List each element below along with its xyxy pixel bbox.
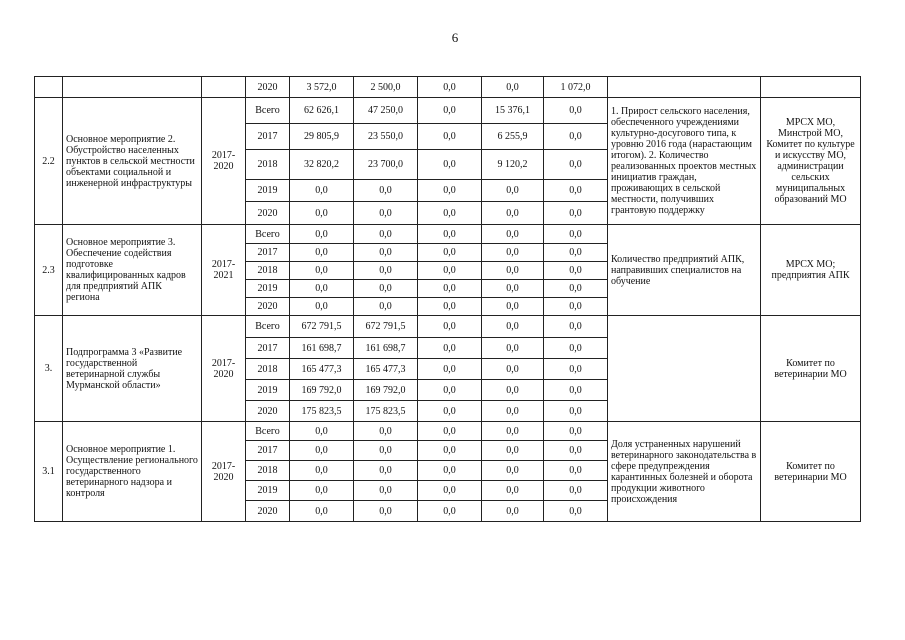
- value-cell: 0,0: [354, 501, 418, 522]
- value-cell: 0,0: [354, 244, 418, 262]
- value-cell: 0,0: [354, 202, 418, 225]
- value-cell: 0,0: [354, 225, 418, 244]
- value-cell: 0,0: [354, 298, 418, 316]
- value-cell: 175 823,5: [290, 401, 354, 422]
- year-cell: 2017: [246, 124, 290, 150]
- value-cell: 0,0: [544, 180, 608, 202]
- page-number: 6: [451, 30, 459, 45]
- value-cell: 0,0: [418, 359, 482, 380]
- year-cell: Всего: [246, 422, 290, 441]
- num-cell: [35, 77, 63, 98]
- value-cell: 0,0: [354, 461, 418, 481]
- value-cell: 0,0: [290, 422, 354, 441]
- value-cell: 0,0: [418, 316, 482, 338]
- value-cell: 161 698,7: [290, 338, 354, 359]
- value-cell: 23 700,0: [354, 150, 418, 180]
- value-cell: 0,0: [482, 461, 544, 481]
- value-cell: 0,0: [482, 359, 544, 380]
- year-cell: 2017: [246, 244, 290, 262]
- value-cell: 0,0: [418, 298, 482, 316]
- row-number-cell: 3.1: [35, 422, 63, 522]
- value-cell: 1 072,0: [544, 77, 608, 98]
- value-cell: 0,0: [418, 441, 482, 461]
- value-cell: 15 376,1: [482, 98, 544, 124]
- value-cell: 62 626,1: [290, 98, 354, 124]
- value-cell: 0,0: [418, 202, 482, 225]
- value-cell: 0,0: [354, 422, 418, 441]
- value-cell: 161 698,7: [354, 338, 418, 359]
- executor-cell: МРСХ МО, Минстрой МО, Комитет по культуре и искусству МО, администрации сельских муниципальных образований МО: [761, 98, 861, 225]
- year-cell: 2020: [246, 401, 290, 422]
- value-cell: 169 792,0: [354, 380, 418, 401]
- value-cell: 0,0: [354, 441, 418, 461]
- value-cell: 0,0: [418, 501, 482, 522]
- value-cell: 0,0: [544, 441, 608, 461]
- value-cell: 0,0: [482, 422, 544, 441]
- value-cell: 0,0: [544, 316, 608, 338]
- value-cell: 0,0: [544, 461, 608, 481]
- value-cell: 0,0: [418, 262, 482, 280]
- value-cell: 0,0: [290, 244, 354, 262]
- year-cell: 2020: [246, 202, 290, 225]
- value-cell: 0,0: [290, 262, 354, 280]
- value-cell: 0,0: [482, 401, 544, 422]
- value-cell: 0,0: [482, 77, 544, 98]
- year-cell: Всего: [246, 98, 290, 124]
- year-cell: 2017: [246, 338, 290, 359]
- row-number-cell: 3.: [35, 316, 63, 422]
- value-cell: 0,0: [354, 262, 418, 280]
- year-cell: 2019: [246, 481, 290, 501]
- table-row: [35, 316, 861, 338]
- value-cell: 0,0: [544, 380, 608, 401]
- year-cell: 2018: [246, 359, 290, 380]
- indicator-cell: [608, 77, 761, 98]
- value-cell: 165 477,3: [354, 359, 418, 380]
- value-cell: 0,0: [544, 501, 608, 522]
- value-cell: 23 550,0: [354, 124, 418, 150]
- value-cell: 0,0: [354, 280, 418, 298]
- year-cell: Всего: [246, 225, 290, 244]
- value-cell: 0,0: [418, 481, 482, 501]
- table-body: [35, 77, 861, 522]
- value-cell: 0,0: [482, 262, 544, 280]
- value-cell: 0,0: [544, 338, 608, 359]
- table-row-top: [35, 77, 861, 98]
- indicator-cell: Количество предприятий АПК, направивших специалистов на обучение: [608, 225, 761, 316]
- value-cell: 0,0: [544, 262, 608, 280]
- value-cell: 0,0: [418, 150, 482, 180]
- year-cell: 2018: [246, 461, 290, 481]
- period-cell: 2017-2021: [202, 225, 246, 316]
- value-cell: 0,0: [544, 225, 608, 244]
- value-cell: 0,0: [544, 280, 608, 298]
- value-cell: 0,0: [290, 298, 354, 316]
- value-cell: 0,0: [544, 481, 608, 501]
- value-cell: 175 823,5: [354, 401, 418, 422]
- value-cell: 2 500,0: [354, 77, 418, 98]
- executor-cell: [761, 77, 861, 98]
- value-cell: 0,0: [418, 380, 482, 401]
- value-cell: 0,0: [290, 501, 354, 522]
- value-cell: 9 120,2: [482, 150, 544, 180]
- period-cell: 2017-2020: [202, 316, 246, 422]
- value-cell: 0,0: [290, 461, 354, 481]
- value-cell: 0,0: [418, 280, 482, 298]
- table-row: [35, 98, 861, 124]
- year-cell: 2020: [246, 501, 290, 522]
- value-cell: 0,0: [482, 280, 544, 298]
- year-cell: 2019: [246, 180, 290, 202]
- year-cell: 2018: [246, 150, 290, 180]
- value-cell: 0,0: [544, 401, 608, 422]
- value-cell: 672 791,5: [290, 316, 354, 338]
- value-cell: 0,0: [290, 225, 354, 244]
- value-cell: 0,0: [544, 98, 608, 124]
- value-cell: 0,0: [544, 298, 608, 316]
- value-cell: 0,0: [482, 441, 544, 461]
- value-cell: 0,0: [544, 202, 608, 225]
- value-cell: 0,0: [418, 461, 482, 481]
- value-cell: 0,0: [418, 225, 482, 244]
- value-cell: 0,0: [290, 280, 354, 298]
- table-row: [35, 225, 861, 244]
- indicator-cell: 1. Прирост сельского населения, обеспеченного учреждениями культурно-досугового типа, к уровню 2016 года (нарастающим итогом). 2. Количество реализованных проектов местных инициатив граждан, проживающих в сельской местности, получивших грантовую поддержку: [608, 98, 761, 225]
- row-number-cell: 2.2: [35, 98, 63, 225]
- program-table: [34, 76, 861, 522]
- measure-name-cell: Подпрограмма 3 «Развитие государственной ветеринарной службы Мурманской области»: [63, 316, 202, 422]
- years-cell: [202, 77, 246, 98]
- value-cell: 0,0: [482, 202, 544, 225]
- value-cell: 0,0: [418, 244, 482, 262]
- value-cell: 0,0: [290, 481, 354, 501]
- measure-name-cell: Основное мероприятие 2. Обустройство населенных пунктов в сельской местности объектами социальной и инженерной инфраструктуры: [63, 98, 202, 225]
- year-cell: 2018: [246, 262, 290, 280]
- indicator-cell: [608, 316, 761, 422]
- executor-cell: МРСХ МО; предприятия АПК: [761, 225, 861, 316]
- value-cell: 0,0: [544, 244, 608, 262]
- value-cell: 0,0: [418, 77, 482, 98]
- row-number-cell: 2.3: [35, 225, 63, 316]
- value-cell: 0,0: [290, 202, 354, 225]
- value-cell: 29 805,9: [290, 124, 354, 150]
- year-cell: 2017: [246, 441, 290, 461]
- value-cell: 0,0: [482, 225, 544, 244]
- executor-cell: Комитет по ветеринарии МО: [761, 316, 861, 422]
- value-cell: 0,0: [544, 124, 608, 150]
- year-cell: 2020: [246, 77, 290, 98]
- value-cell: 6 255,9: [482, 124, 544, 150]
- value-cell: 0,0: [418, 124, 482, 150]
- value-cell: 0,0: [418, 98, 482, 124]
- value-cell: 3 572,0: [290, 77, 354, 98]
- value-cell: 0,0: [354, 481, 418, 501]
- value-cell: 0,0: [418, 401, 482, 422]
- value-cell: 0,0: [544, 359, 608, 380]
- period-cell: 2017-2020: [202, 422, 246, 522]
- value-cell: 0,0: [482, 481, 544, 501]
- value-cell: 165 477,3: [290, 359, 354, 380]
- year-cell: 2019: [246, 280, 290, 298]
- value-cell: 0,0: [544, 150, 608, 180]
- value-cell: 0,0: [482, 501, 544, 522]
- value-cell: 47 250,0: [354, 98, 418, 124]
- value-cell: 32 820,2: [290, 150, 354, 180]
- value-cell: 0,0: [482, 244, 544, 262]
- value-cell: 0,0: [418, 180, 482, 202]
- value-cell: 0,0: [418, 422, 482, 441]
- value-cell: 0,0: [482, 338, 544, 359]
- executor-cell: Комитет по ветеринарии МО: [761, 422, 861, 522]
- value-cell: 0,0: [290, 180, 354, 202]
- value-cell: 0,0: [482, 380, 544, 401]
- value-cell: 0,0: [418, 338, 482, 359]
- value-cell: 0,0: [290, 441, 354, 461]
- year-cell: 2020: [246, 298, 290, 316]
- value-cell: 169 792,0: [290, 380, 354, 401]
- value-cell: 0,0: [544, 422, 608, 441]
- name-cell: [63, 77, 202, 98]
- indicator-cell: Доля устраненных нарушений ветеринарного законодательства в сфере предупреждения карантинных болезней и оборота продукции животного происхождения: [608, 422, 761, 522]
- year-cell: Всего: [246, 316, 290, 338]
- measure-name-cell: Основное мероприятие 3. Обеспечение содействия подготовке квалифицированных кадров для предприятий АПК региона: [63, 225, 202, 316]
- value-cell: 0,0: [482, 180, 544, 202]
- table-row: [35, 422, 861, 441]
- value-cell: 0,0: [354, 180, 418, 202]
- year-cell: 2019: [246, 380, 290, 401]
- period-cell: 2017-2020: [202, 98, 246, 225]
- measure-name-cell: Основное мероприятие 1. Осуществление регионального государственного ветеринарного надзора и контроля: [63, 422, 202, 522]
- value-cell: 0,0: [482, 298, 544, 316]
- value-cell: 672 791,5: [354, 316, 418, 338]
- value-cell: 0,0: [482, 316, 544, 338]
